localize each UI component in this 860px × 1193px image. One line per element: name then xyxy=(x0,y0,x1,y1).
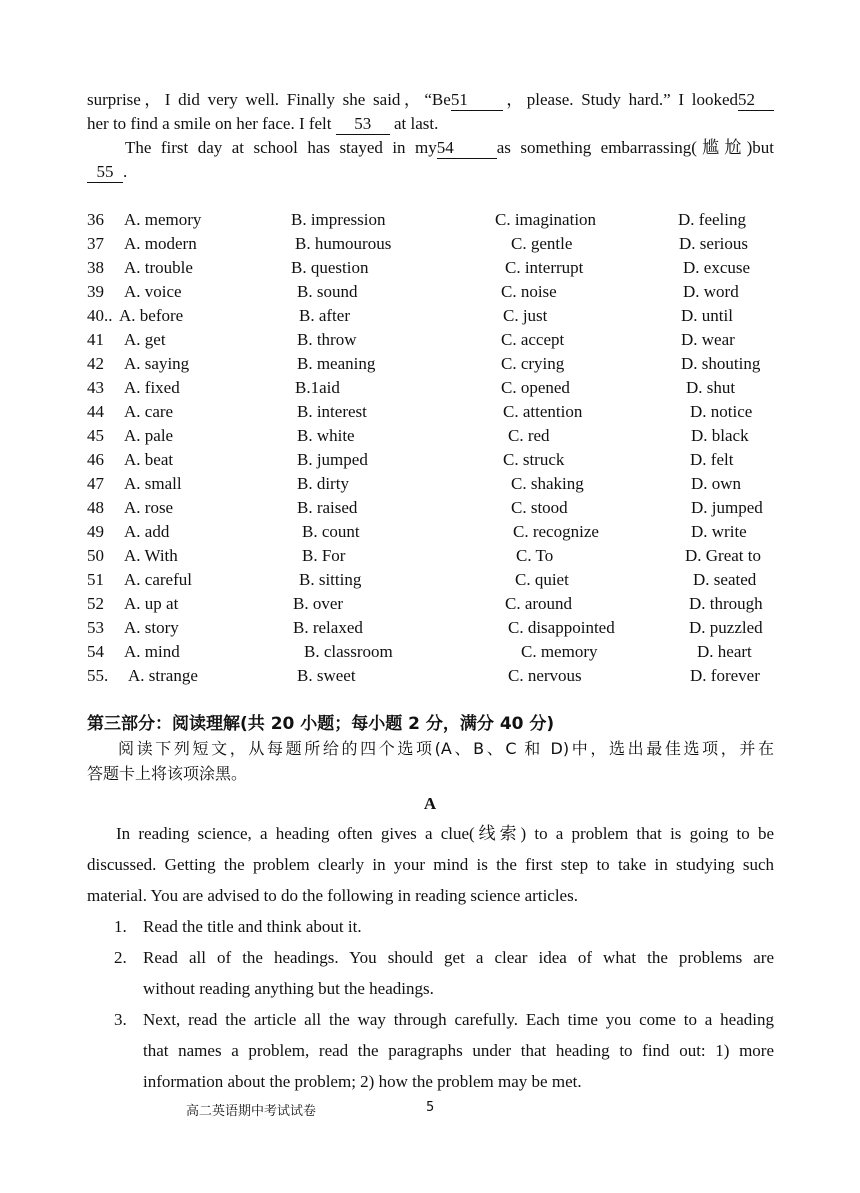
option-c: C. stood xyxy=(511,498,568,517)
option-d: D. write xyxy=(691,522,747,541)
option-a: A. up at xyxy=(124,594,179,613)
option-a: A. fixed xyxy=(124,378,180,397)
option-d: D. word xyxy=(683,282,739,301)
passage-line: material. You are advised to do the following in reading science articles. xyxy=(87,886,578,905)
option-row xyxy=(87,664,787,688)
question-number: 50 xyxy=(87,546,104,565)
option-row xyxy=(87,568,787,592)
question-number: 54 xyxy=(87,642,104,661)
instruction-text: 答题卡上将该项涂黑。 xyxy=(87,764,248,783)
option-c: C. nervous xyxy=(508,666,582,685)
list-text: Next, read the article all the way through carefully. Each time you come to a heading xyxy=(143,1010,774,1029)
option-b: B. sitting xyxy=(299,570,362,589)
cloze-text: The first day at school has stayed in my xyxy=(125,138,437,157)
question-number: 51 xyxy=(87,570,104,589)
question-number: 37 xyxy=(87,234,104,253)
option-c: C. crying xyxy=(501,354,565,373)
question-number: 44 xyxy=(87,402,104,421)
option-b: B. count xyxy=(302,522,360,541)
option-d: D. until xyxy=(681,306,733,325)
option-a: A. rose xyxy=(124,498,174,517)
option-a: A. trouble xyxy=(124,258,193,277)
option-d: D. felt xyxy=(690,450,734,469)
option-row xyxy=(87,424,787,448)
option-a: A. pale xyxy=(124,426,174,445)
period: . xyxy=(123,162,128,181)
option-c: C. disappointed xyxy=(508,618,615,637)
passage-line: In reading science, a heading often gives a clue(线索) to a problem that is going to be xyxy=(116,824,774,843)
option-b: B. humourous xyxy=(295,234,392,253)
option-b: B. impression xyxy=(291,210,386,229)
option-d: D. seated xyxy=(693,570,757,589)
section-instruction-cont xyxy=(87,762,774,786)
blank-54: 54 xyxy=(437,138,497,159)
option-b: B. sweet xyxy=(297,666,356,685)
question-number: 52 xyxy=(87,594,104,613)
option-row xyxy=(87,304,787,328)
option-b: B.1aid xyxy=(295,378,340,397)
option-a: A. strange xyxy=(128,666,198,685)
option-b: B. relaxed xyxy=(293,618,363,637)
option-d: D. wear xyxy=(681,330,735,349)
option-a: A. With xyxy=(124,546,178,565)
option-d: D. through xyxy=(689,594,763,613)
option-row xyxy=(87,592,787,616)
option-a: A. mind xyxy=(124,642,180,661)
list-number: 1. xyxy=(114,917,127,936)
option-a: A. before xyxy=(119,306,184,325)
option-b: B. throw xyxy=(297,330,357,349)
cloze-line-1 xyxy=(87,88,774,112)
option-a: A. small xyxy=(124,474,182,493)
option-row xyxy=(87,400,787,424)
option-d: D. feeling xyxy=(678,210,746,229)
option-d: D. own xyxy=(691,474,742,493)
blank-52: 52 xyxy=(738,90,774,111)
option-b: B. white xyxy=(297,426,355,445)
question-number: 41 xyxy=(87,330,104,349)
option-b: B. meaning xyxy=(297,354,376,373)
page-number: 5 xyxy=(426,1100,435,1115)
option-c: C. quiet xyxy=(515,570,569,589)
question-number: 36 xyxy=(87,210,104,229)
list-text: information about the problem; 2) how the problem may be met. xyxy=(143,1072,582,1091)
question-number: 38 xyxy=(87,258,104,277)
list-number: 2. xyxy=(114,948,127,967)
option-b: B. jumped xyxy=(297,450,368,469)
option-b: B. question xyxy=(291,258,369,277)
option-row xyxy=(87,328,787,352)
option-row xyxy=(87,376,787,400)
option-c: C. red xyxy=(508,426,550,445)
option-c: C. around xyxy=(505,594,573,613)
option-b: B. raised xyxy=(297,498,358,517)
option-d: D. jumped xyxy=(691,498,763,517)
option-row xyxy=(87,280,787,304)
option-c: C. recognize xyxy=(513,522,599,541)
option-b: B. For xyxy=(302,546,346,565)
option-row xyxy=(87,616,787,640)
option-row xyxy=(87,496,787,520)
option-d: D. notice xyxy=(690,402,753,421)
cloze-text: at last. xyxy=(389,114,439,133)
question-number: 40.. xyxy=(87,306,113,325)
cloze-line-3 xyxy=(125,136,774,160)
cloze-line-4 xyxy=(87,160,774,184)
cloze-text: ，please. Study hard.” I looked xyxy=(502,90,738,109)
option-d: D. black xyxy=(691,426,749,445)
option-c: C. To xyxy=(516,546,554,565)
question-number: 46 xyxy=(87,450,104,469)
option-b: B. sound xyxy=(297,282,358,301)
question-number: 42 xyxy=(87,354,104,373)
option-d: D. excuse xyxy=(683,258,751,277)
option-a: A. careful xyxy=(124,570,192,589)
option-row xyxy=(87,544,787,568)
option-row xyxy=(87,520,787,544)
option-c: C. memory xyxy=(521,642,598,661)
option-a: A. beat xyxy=(124,450,174,469)
option-a: A. story xyxy=(124,618,179,637)
section-instruction xyxy=(118,737,774,761)
list-text: Read the title and think about it. xyxy=(143,917,362,936)
cloze-text: her to find a smile on her face. I felt xyxy=(87,114,336,133)
option-d: D. shut xyxy=(686,378,736,397)
option-a: A. get xyxy=(124,330,166,349)
option-row xyxy=(87,232,787,256)
option-c: C. imagination xyxy=(495,210,597,229)
option-row xyxy=(87,640,787,664)
cloze-line-2 xyxy=(87,112,774,136)
question-number: 47 xyxy=(87,474,104,493)
list-number: 3. xyxy=(114,1010,127,1029)
option-c: C. gentle xyxy=(511,234,573,253)
option-c: C. just xyxy=(503,306,548,325)
question-number: 39 xyxy=(87,282,104,301)
option-a: A. saying xyxy=(124,354,190,373)
option-c: C. struck xyxy=(503,450,565,469)
question-number: 55. xyxy=(87,666,109,685)
option-d: D. serious xyxy=(679,234,748,253)
question-number: 48 xyxy=(87,498,104,517)
question-number: 53 xyxy=(87,618,104,637)
question-number: 45 xyxy=(87,426,104,445)
option-a: A. voice xyxy=(124,282,182,301)
option-c: C. noise xyxy=(501,282,557,301)
option-row xyxy=(87,472,787,496)
option-a: A. care xyxy=(124,402,174,421)
option-b: B. over xyxy=(293,594,344,613)
option-row xyxy=(87,256,787,280)
blank-55: 55 xyxy=(87,162,123,183)
list-text: that names a problem, read the paragraphs under that heading to find out: 1) more xyxy=(143,1041,774,1060)
option-d: D. forever xyxy=(690,666,760,685)
list-text: Read all of the headings. You should get a clear idea of what the problems are xyxy=(143,948,774,967)
option-c: C. attention xyxy=(503,402,583,421)
option-a: A. memory xyxy=(124,210,202,229)
footer-title: 高二英语期中考试试卷 xyxy=(186,1104,317,1119)
blank-53: 53 xyxy=(336,114,390,135)
question-number: 49 xyxy=(87,522,104,541)
option-c: C. opened xyxy=(501,378,570,397)
option-a: A. add xyxy=(124,522,170,541)
option-d: D. Great to xyxy=(685,546,762,565)
option-d: D. heart xyxy=(697,642,752,661)
option-a: A. modern xyxy=(124,234,197,253)
option-c: C. interrupt xyxy=(505,258,584,277)
option-b: B. interest xyxy=(297,402,367,421)
option-b: B. classroom xyxy=(304,642,393,661)
option-d: D. puzzled xyxy=(689,618,763,637)
list-text: without reading anything but the headings. xyxy=(143,979,434,998)
option-c: C. accept xyxy=(501,330,565,349)
instruction-text: 阅读下列短文，从每题所给的四个选项(A、B、C 和 D)中，选出最佳选项，并在 xyxy=(118,739,774,758)
question-number: 43 xyxy=(87,378,104,397)
cloze-text: surprise，I did very well. Finally she said，“Be xyxy=(87,90,451,109)
option-b: B. after xyxy=(299,306,350,325)
option-b: B. dirty xyxy=(297,474,349,493)
option-d: D. shouting xyxy=(681,354,761,373)
option-row xyxy=(87,352,787,376)
option-row xyxy=(87,208,787,232)
option-c: C. shaking xyxy=(511,474,584,493)
passage-label: A xyxy=(423,794,437,813)
option-row xyxy=(87,448,787,472)
blank-51: 51 xyxy=(451,90,503,111)
section-title: 第三部分：阅读理解(共 20 小题；每小题 2 分，满分 40 分) xyxy=(87,714,555,734)
passage-line: discussed. Getting the problem clearly in your mind is the first step to take in studying such xyxy=(87,855,774,874)
cloze-text: as something embarrassing(尴尬)but xyxy=(496,138,774,157)
